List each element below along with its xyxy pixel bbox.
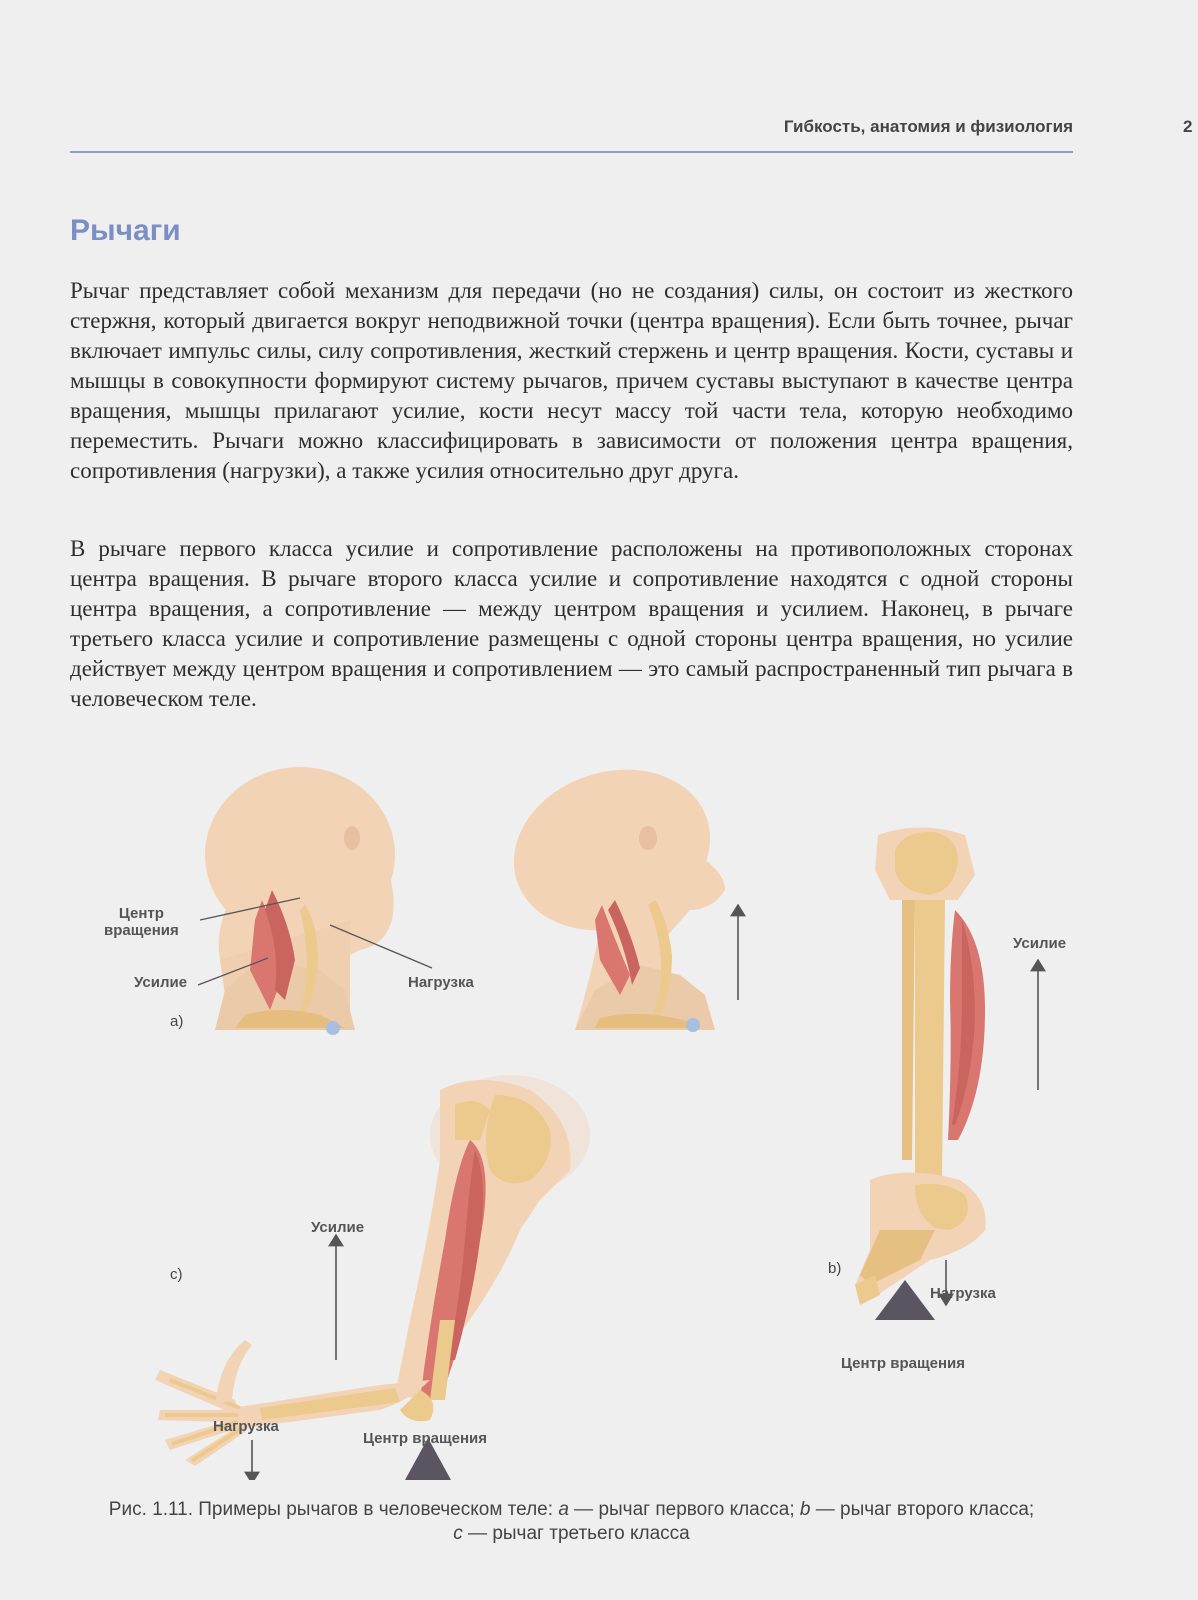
page-number: 2: [1183, 117, 1193, 136]
running-header: [70, 115, 1073, 153]
caption-a-letter: a: [558, 1499, 569, 1520]
label-c-effort: Усилие: [311, 1219, 365, 1236]
caption-b-text: — рычаг второго класса;: [810, 1499, 1035, 1520]
label-b-effort: Усилие: [1013, 935, 1067, 952]
label-a-center: Центр вращения: [104, 905, 179, 939]
caption-b-letter: b: [799, 1499, 811, 1520]
label-c-center: Центр вращения: [363, 1430, 487, 1447]
lever-figure: [0, 760, 1198, 1480]
caption-prefix: Рис. 1.11. Примеры рычагов в человеческом теле:: [108, 1499, 559, 1520]
label-b-center: Центр вращения: [841, 1355, 965, 1372]
label-a-effort: Усилие: [134, 974, 188, 991]
panel-b-letter: b): [828, 1260, 842, 1277]
paragraph-2: В рычаге первого класса усилие и сопротивление расположены на противоположных сторонах центра вращения. В рычаге второго класса усилие и сопротивление находятся с одной стороны центра вращения, а сопротивление — между центром вращения и усилием. Наконец, в рычаге третьего класса усилие и сопротивление размещены с одной стороны центра вращения, но усилие действует между центром вращения и сопротивлением — это самый распространенный тип рычага в человеческом теле.: [70, 536, 1073, 711]
caption-c-letter: c: [453, 1523, 463, 1544]
caption-c-text: — рычаг третьего класса: [462, 1523, 690, 1544]
section-title: Рычаги: [70, 214, 181, 247]
panel-a-letter: a): [170, 1013, 184, 1030]
label-b-load: Нагрузка: [930, 1285, 996, 1302]
leg-calf: [855, 828, 1038, 1321]
head-neck-neutral: [198, 767, 432, 1035]
head-neck-extended: [493, 760, 738, 1032]
label-a-load: Нагрузка: [408, 974, 474, 991]
caption-a-text: — рычаг первого класса;: [568, 1499, 800, 1520]
figure-caption: [70, 1498, 1073, 1546]
panel-c-letter: c): [170, 1266, 183, 1283]
paragraph-1: Рычаг представляет собой механизм для передачи (но не создания) силы, он состоит из жесткого стержня, который двигается вокруг неподвижной точки (центра вращения). Если быть точнее, рычаг включает импульс силы, силу сопротивления, жесткий стержень и центр вращения. Кости, суставы и мышцы в совокупности формируют систему рычагов, причем суставы выступают в качестве центра вращения, мышцы прилагают усилие, кости несут массу той части тела, которую необходимо переместить. Рычаги можно классифицировать в зависимости от положения центра вращения, сопротивления (нагрузки), а также усилия относительно друг друга.: [70, 278, 1073, 483]
running-title: Гибкость, анатомия и физиология: [783, 117, 1073, 136]
lever-illustration: [0, 760, 1198, 1480]
label-c-load: Нагрузка: [213, 1418, 279, 1435]
